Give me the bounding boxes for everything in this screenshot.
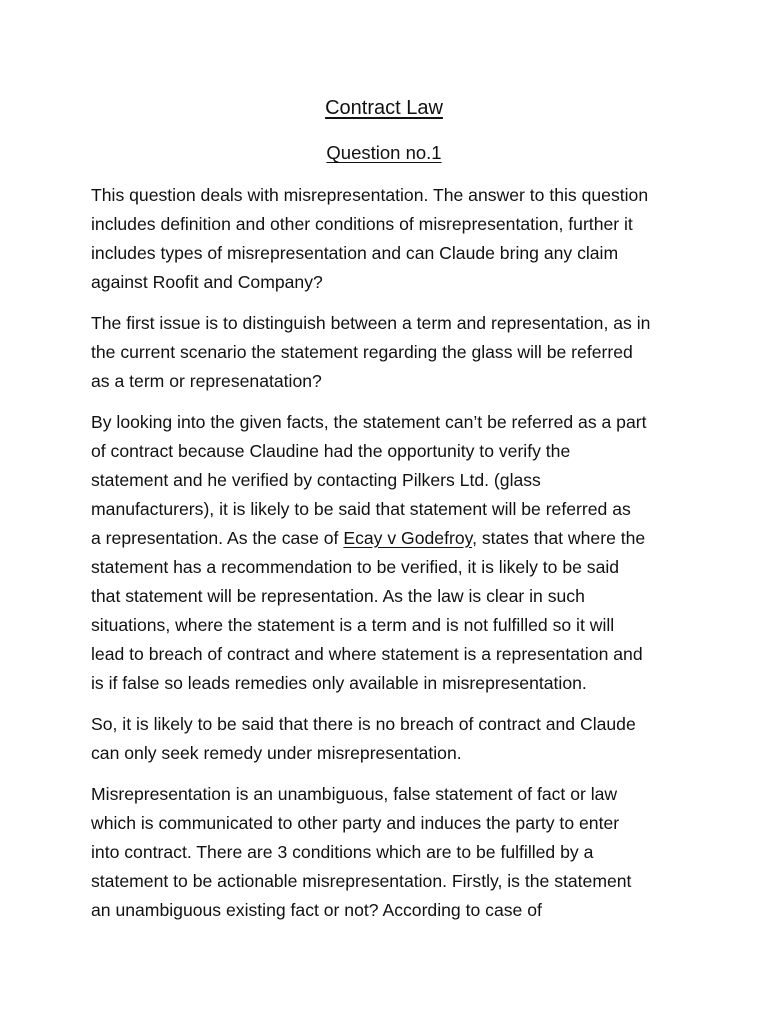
paragraph-conclusion <box>91 710 691 768</box>
text-line: statement has a recommendation to be verified, it is likely to be said <box>91 557 620 577</box>
text-segment: a representation. As the case of <box>91 528 344 548</box>
text-line: statement and he verified by contacting Pilkers Ltd. (glass <box>91 470 541 490</box>
paragraph-intro <box>91 181 691 297</box>
text-line: manufacturers), it is likely to be said that statement will be referred as <box>91 499 631 519</box>
text-line: situations, where the statement is a term and is not fulfilled so it will <box>91 615 615 635</box>
text-line: statement to be actionable misrepresentation. Firstly, is the statement <box>91 871 632 891</box>
text-line: that statement will be representation. As the law is clear in such <box>91 586 585 606</box>
question-heading: Question no.1 <box>326 142 442 163</box>
text-line: of contract because Claudine had the opportunity to verify the <box>91 441 571 461</box>
text-segment: , states that where the <box>472 528 646 548</box>
text-line: the current scenario the statement regarding the glass will be referred <box>91 342 633 362</box>
text-line: into contract. There are 3 conditions which are to be fulfilled by a <box>91 842 594 862</box>
text-line: includes types of misrepresentation and can Claude bring any claim <box>91 243 619 263</box>
text-line-with-case <box>91 524 691 553</box>
paragraph-facts-analysis <box>91 408 691 698</box>
text-line: So, it is likely to be said that there is no breach of contract and Claude <box>91 714 636 734</box>
text-line: This question deals with misrepresentation. The answer to this question <box>91 185 649 205</box>
text-line: lead to breach of contract and where statement is a representation and <box>91 644 643 664</box>
text-line: is if false so leads remedies only available in misrepresentation. <box>91 673 587 693</box>
text-line: against Roofit and Company? <box>91 272 323 292</box>
text-line: as a term or represenatation? <box>91 371 322 391</box>
text-line: By looking into the given facts, the statement can’t be referred as a part <box>91 412 647 432</box>
paragraph-misrepresentation-definition <box>91 780 691 925</box>
text-line: which is communicated to other party and induces the party to enter <box>91 813 620 833</box>
text-line: The first issue is to distinguish between a term and representation, as in <box>91 313 651 333</box>
text-line: includes definition and other conditions of misrepresentation, further it <box>91 214 633 234</box>
text-line: can only seek remedy under misrepresentation. <box>91 743 462 763</box>
document-title: Contract Law <box>325 97 443 119</box>
paragraph-first-issue <box>91 309 691 396</box>
document-body <box>91 181 691 937</box>
text-line: an unambiguous existing fact or not? According to case of <box>91 900 542 920</box>
case-citation: Ecay v Godefroy <box>343 528 473 548</box>
text-line: Misrepresentation is an unambiguous, false statement of fact or law <box>91 784 618 804</box>
